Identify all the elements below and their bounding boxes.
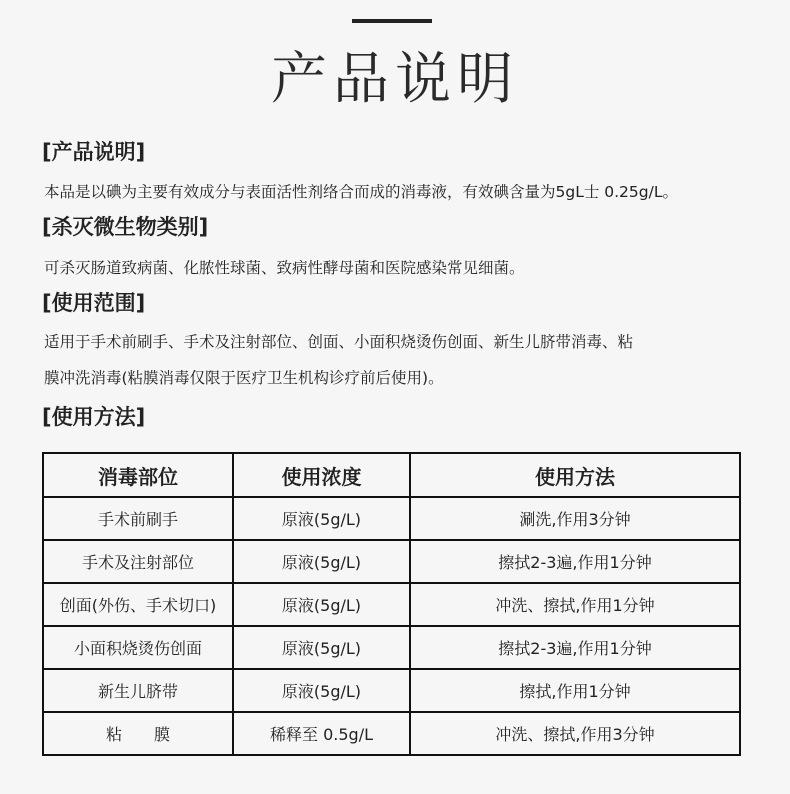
cell-method: 擦拭,作用1分钟 — [410, 669, 740, 712]
cell-method: 擦拭2-3遍,作用1分钟 — [410, 626, 740, 669]
cell-site: 手术前刷手 — [43, 497, 233, 540]
usage-scope-text-line-1: 适用于手术前刷手、手术及注射部位、创面、小面积烧烫伤创面、新生儿脐带消毒、粘 — [44, 333, 634, 351]
section-heading-product-description: [产品说明] — [42, 140, 146, 164]
page-title: 产品说明 — [271, 47, 519, 112]
cell-site: 新生儿脐带 — [43, 669, 233, 712]
header-disinfection-site: 消毒部位 — [43, 453, 233, 497]
cell-method: 冲洗、擦拭,作用3分钟 — [410, 712, 740, 755]
cell-site: 创面(外伤、手术切口) — [43, 583, 233, 626]
header-concentration: 使用浓度 — [233, 453, 410, 497]
header-method: 使用方法 — [410, 453, 740, 497]
section-heading-usage-scope: [使用范围] — [42, 291, 146, 315]
cell-concentration: 原液(5g/L) — [233, 583, 410, 626]
microbe-types-text: 可杀灭肠道致病菌、化脓性球菌、致病性酵母菌和医院感染常见细菌。 — [44, 259, 525, 277]
table-row — [43, 712, 740, 755]
cell-method: 擦拭2-3遍,作用1分钟 — [410, 540, 740, 583]
cell-site: 小面积烧烫伤创面 — [43, 626, 233, 669]
cell-method: 涮洗,作用3分钟 — [410, 497, 740, 540]
usage-scope-text-line-2: 膜冲洗消毒(粘膜消毒仅限于医疗卫生机构诊疗前后使用)。 — [44, 369, 444, 387]
table-row — [43, 540, 740, 583]
table-row — [43, 626, 740, 669]
cell-concentration: 原液(5g/L) — [233, 669, 410, 712]
table-row — [43, 497, 740, 540]
cell-method: 冲洗、擦拭,作用1分钟 — [410, 583, 740, 626]
cell-concentration: 原液(5g/L) — [233, 626, 410, 669]
top-decorative-bar — [352, 19, 432, 23]
cell-concentration: 原液(5g/L) — [233, 540, 410, 583]
cell-site: 手术及注射部位 — [43, 540, 233, 583]
usage-method-table — [42, 452, 741, 756]
table-row — [43, 669, 740, 712]
table-header-row — [43, 453, 740, 497]
section-heading-usage-method: [使用方法] — [42, 405, 146, 429]
cell-concentration: 稀释至 0.5g/L — [233, 712, 410, 755]
cell-concentration: 原液(5g/L) — [233, 497, 410, 540]
product-description-text: 本品是以碘为主要有效成分与表面活性剂络合而成的消毒液，有效碘含量为5gL士 0.25g/L。 — [44, 183, 678, 201]
cell-site: 粘 膜 — [43, 712, 233, 755]
section-heading-microbe-types: [杀灭微生物类别] — [42, 215, 209, 239]
table-row — [43, 583, 740, 626]
